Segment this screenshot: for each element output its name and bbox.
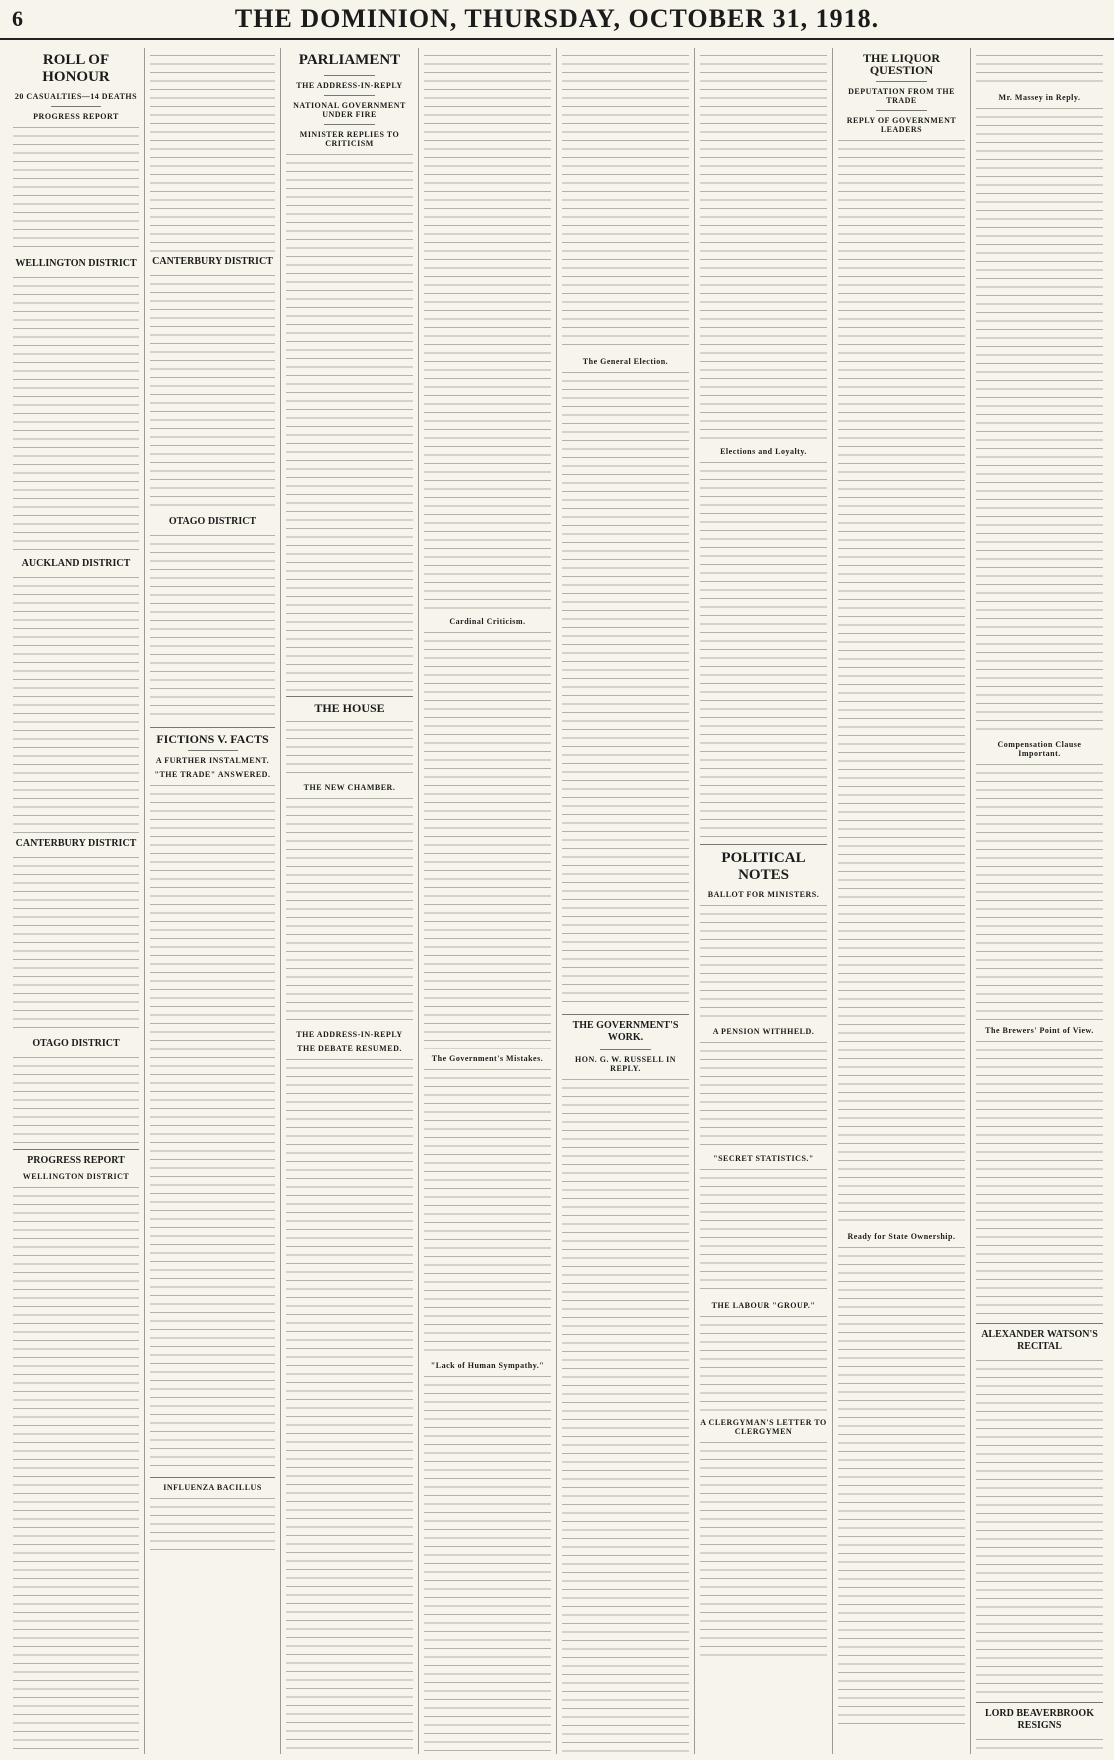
general-election-heading: The General Election. [582,357,669,366]
casualties-subheading: 20 CASUALTIES—14 DEATHS [14,92,138,101]
column-text [838,1244,965,1724]
column-text [424,629,551,1049]
page-number: 6 [12,6,23,31]
column-4 [418,48,556,1754]
column-text [424,1066,551,1356]
wellington-district-heading: WELLINGTON DISTRICT [15,258,137,269]
column-text [700,1039,827,1149]
columns [8,48,1108,1754]
debate-resumed-heading: THE DEBATE RESUMED. [297,1044,402,1053]
address-in-reply-heading: THE ADDRESS-IN-REPLY [296,81,403,90]
column-text [700,459,827,839]
column-text [13,854,139,1034]
column-text [976,761,1103,1021]
column-3 [280,48,418,1754]
column-text [13,274,139,554]
column-text [424,1373,551,1754]
column-6 [694,48,832,1754]
column-text [976,52,1103,88]
roll-of-honour-heading: ROLL OF HONOUR [42,52,110,85]
column-text [150,782,275,1472]
reply-leaders-heading: REPLY OF GOVERNMENT LEADERS [846,116,957,134]
canterbury-heading: CANTERBURY DISTRICT [152,256,273,267]
national-government-heading: NATIONAL GOVERNMENT UNDER FIRE [293,101,406,119]
new-chamber-heading: THE NEW CHAMBER. [303,783,396,792]
column-text [150,1495,275,1555]
canterbury-district-heading: CANTERBURY DISTRICT [15,838,137,849]
pension-withheld-heading: A PENSION WITHHELD. [712,1027,815,1036]
watson-recital-heading: ALEXANDER WATSON'S RECITAL [981,1329,1098,1352]
labour-group-heading: THE LABOUR "GROUP." [711,1301,816,1310]
column-text [150,532,275,722]
column-text [562,52,689,352]
beaverbrook-heading: LORD BEAVERBROOK RESIGNS [984,1708,1094,1731]
newspaper-title: THE DOMINION, THURSDAY, OCTOBER 31, 1918. [234,4,880,33]
compensation-heading: Compensation Clause Important. [997,740,1082,758]
fictions-facts-heading: FICTIONS V. FACTS [156,732,269,746]
column-text [700,1439,827,1659]
further-instalment: A FURTHER INSTALMENT. [155,756,270,765]
column-text [976,1357,1103,1697]
otago-heading: OTAGO DISTRICT [168,516,257,527]
russell-reply-heading: HON. G. W. RUSSELL IN REPLY. [575,1055,676,1073]
masthead [0,0,1114,40]
minister-replies-heading: MINISTER REPLIES TO CRITICISM [299,130,400,148]
column-5 [556,48,694,1754]
column-text [424,52,551,612]
column-text [562,1076,689,1754]
secret-statistics-heading: "SECRET STATISTICS." [713,1154,814,1163]
elections-loyalty-heading: Elections and Loyalty. [720,447,807,456]
column-text [976,1038,1103,1318]
column-1 [8,48,144,1754]
column-text [700,1313,827,1413]
the-house-heading: THE HOUSE [314,701,385,715]
government-mistakes-heading: The Government's Mistakes. [431,1054,544,1063]
column-text [700,1166,827,1296]
wellington-2-heading: WELLINGTON DISTRICT [22,1172,130,1181]
influenza-heading: INFLUENZA BACILLUS [163,1483,262,1492]
ballot-ministers-heading: BALLOT FOR MINISTERS. [707,890,820,899]
clergyman-letter-heading: A CLERGYMAN'S LETTER TO CLERGYMEN [700,1418,827,1436]
column-2 [144,48,280,1754]
column-text [286,718,413,778]
column-text [150,272,275,512]
trade-answered: "THE TRADE" ANSWERED. [154,770,271,779]
column-text [13,1054,139,1144]
column-text [562,369,689,1009]
column-text [286,1056,413,1754]
column-text [700,52,827,442]
column-text [838,137,965,1227]
column-text [286,151,413,691]
column-text [976,1736,1103,1754]
column-text [13,1184,139,1754]
column-8 [970,48,1108,1754]
auckland-district-heading: AUCKLAND DISTRICT [21,558,131,569]
column-text [976,105,1103,735]
state-ownership-heading: Ready for State Ownership. [847,1232,956,1241]
parliament-heading: PARLIAMENT [298,52,401,68]
government-work-heading: THE GOVERNMENT'S WORK. [572,1020,679,1043]
otago-district-heading: OTAGO DISTRICT [32,1038,120,1049]
column-7 [832,48,970,1754]
column-text [150,52,275,252]
column-text [13,574,139,834]
political-notes-heading: POLITICAL NOTES [721,850,806,883]
progress-report-2-heading: PROGRESS REPORT [27,1155,125,1166]
deputation-heading: DEPUTATION FROM THE TRADE [848,87,955,105]
column-text [700,902,827,1022]
progress-report-heading: PROGRESS REPORT [33,112,119,121]
lack-of-sympathy-heading: "Lack of Human Sympathy." [430,1361,545,1370]
column-text [13,124,139,254]
address-in-reply-2-heading: THE ADDRESS-IN-REPLY [296,1030,403,1039]
massey-reply-heading: Mr. Massey in Reply. [998,93,1081,102]
column-text [286,795,413,1025]
brewers-view-heading: The Brewers' Point of View. [985,1026,1094,1035]
cardinal-criticism-heading: Cardinal Criticism. [449,617,526,626]
liquor-question-heading: THE LIQUOR QUESTION [862,51,940,77]
